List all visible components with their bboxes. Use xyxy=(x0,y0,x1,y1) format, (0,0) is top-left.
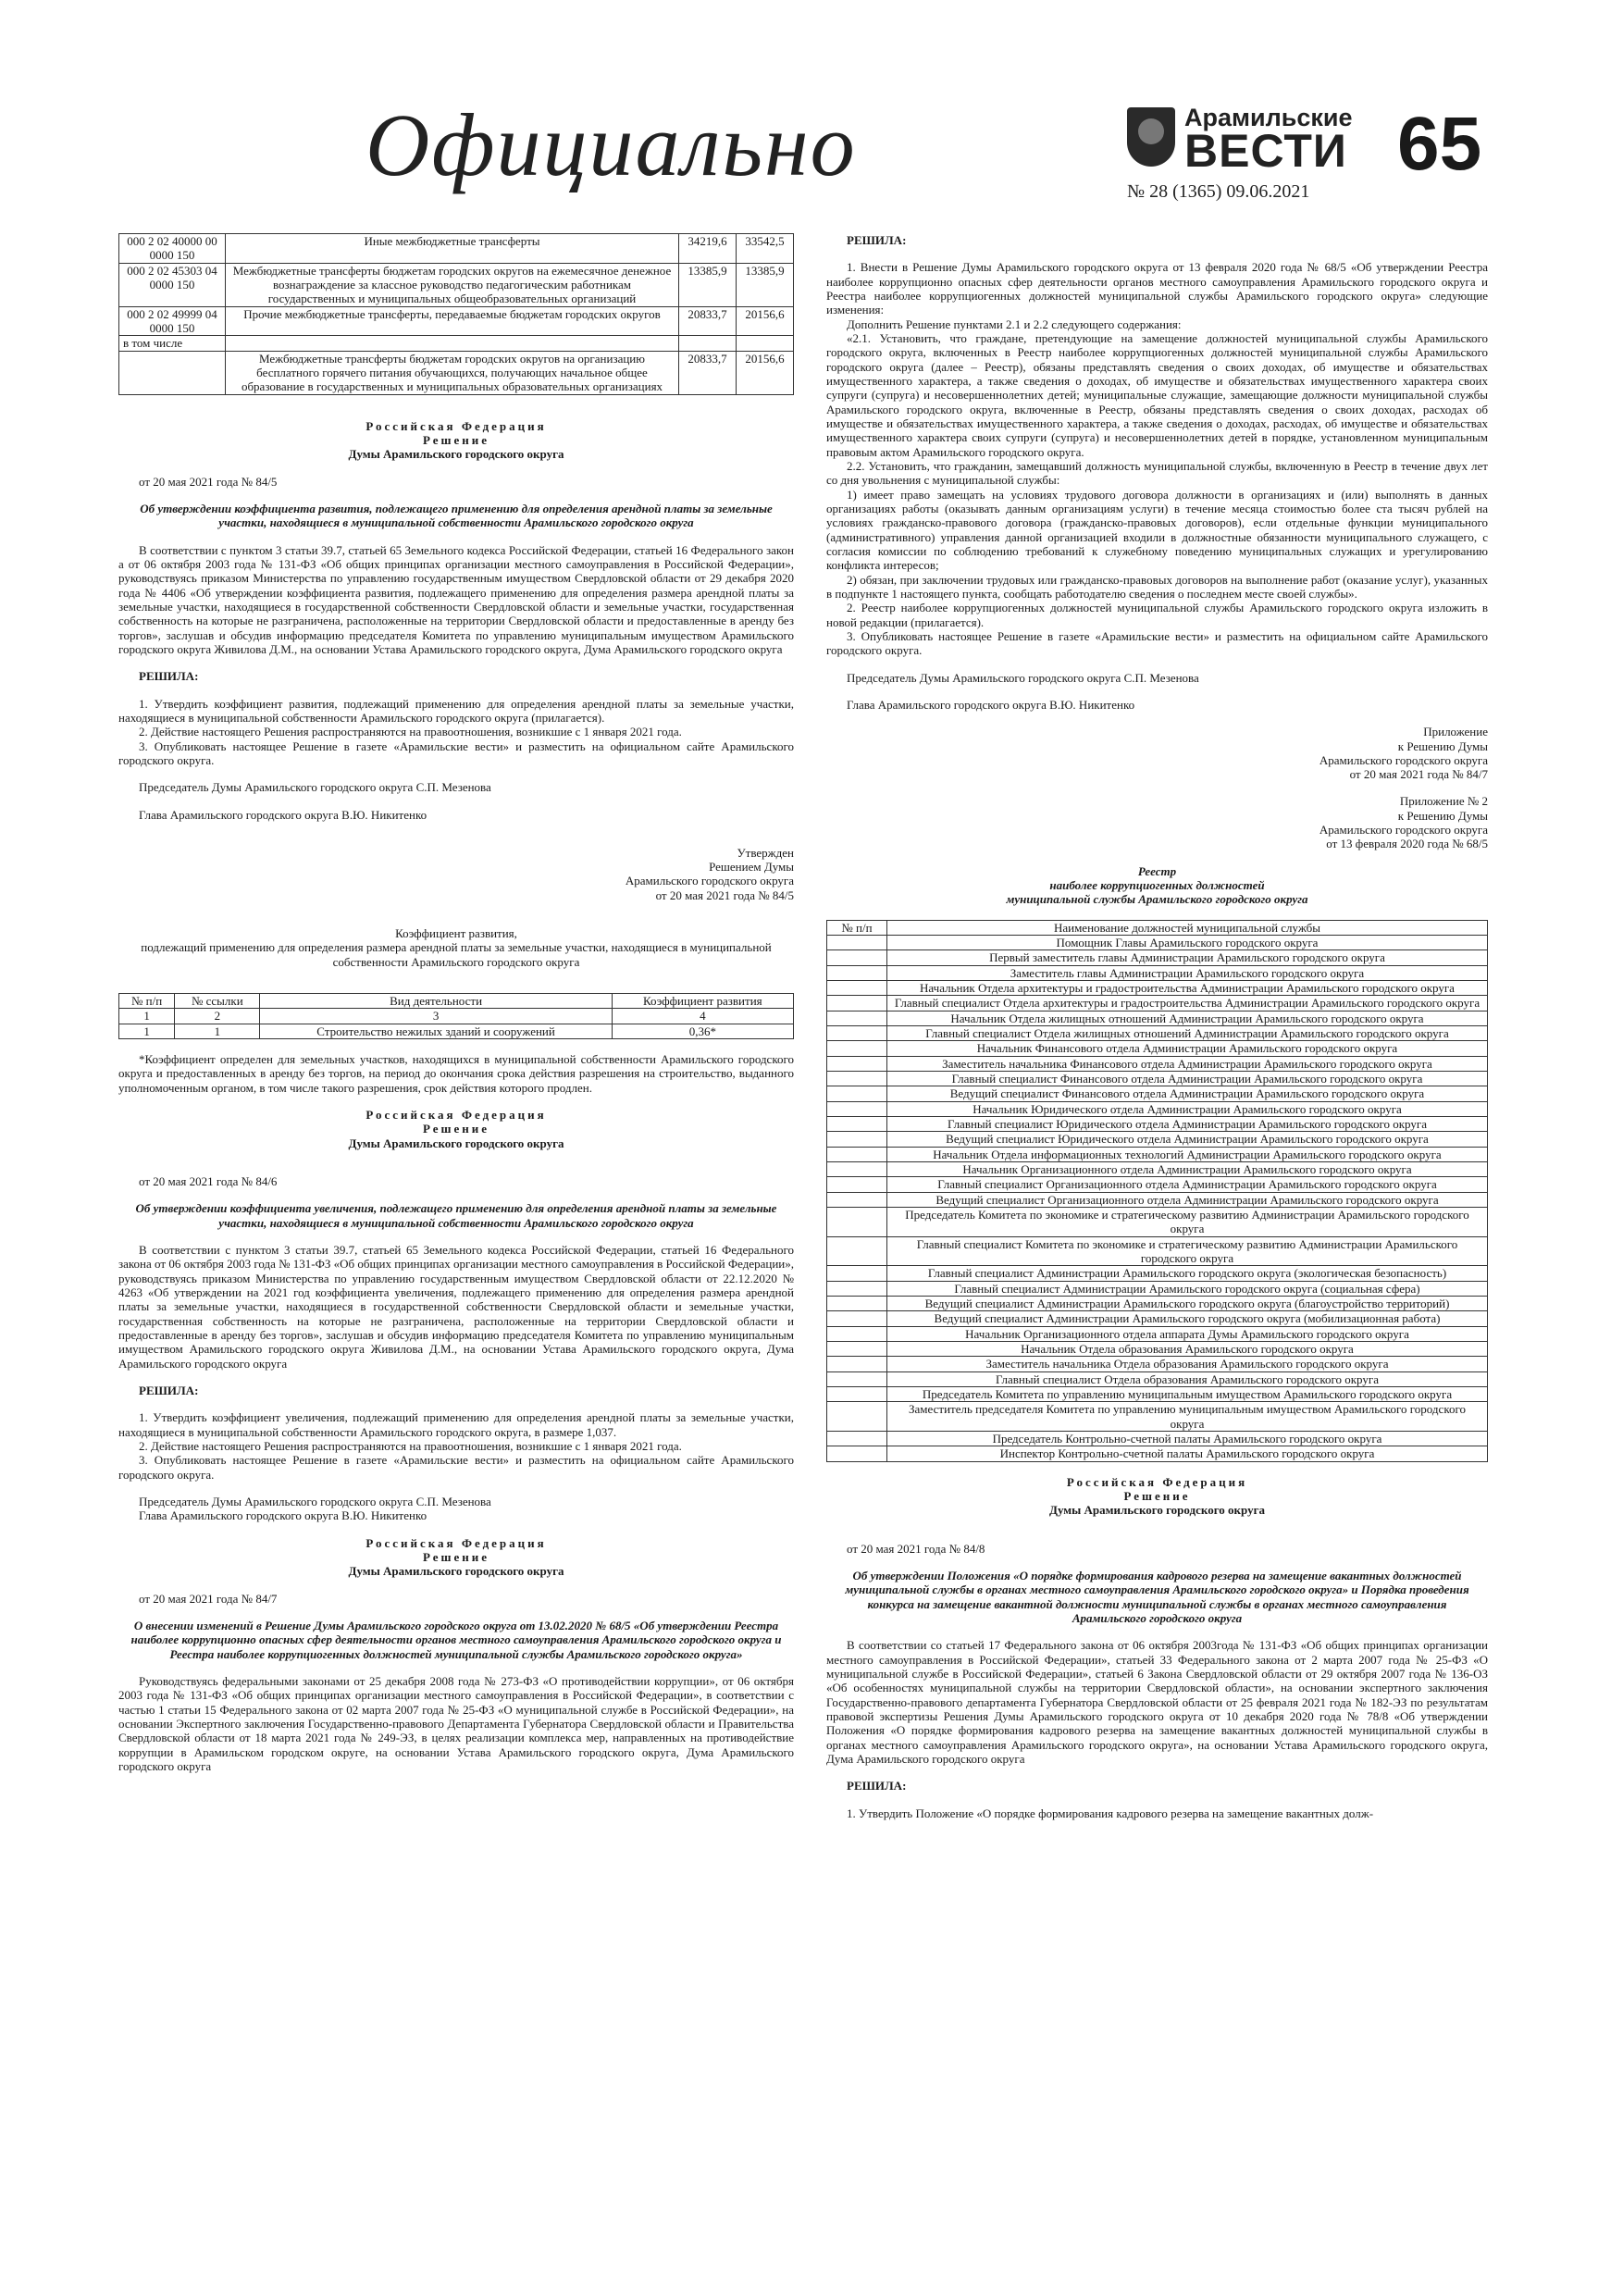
appendix-block xyxy=(826,794,1488,850)
issue-number: № 28 (1365) 09.06.2021 xyxy=(1127,181,1310,202)
table-row xyxy=(827,936,1488,950)
table-cell xyxy=(737,336,794,351)
table-cell: 20833,7 xyxy=(679,351,737,394)
table-row xyxy=(827,1208,1488,1237)
table-cell: Ведущий специалист Администрации Арамильского городского округа (благоустройство территорий) xyxy=(887,1296,1488,1310)
decision-item: 1. Внести в Решение Думы Арамильского городского округа от 13 февраля 2020 года № 68/5 «Об утверждении Реестра наиболее коррупционно опасных сфер деятельности органов местного самоуправления Арамильского городского округа и Реестра наиболее коррупциогенных должностей муниципальной службы Арамильского городского округа» следующие изменения: xyxy=(826,260,1488,317)
table-row xyxy=(827,1341,1488,1356)
table-cell: Начальник Организационного отдела аппарата Думы Арамильского городского округа xyxy=(887,1326,1488,1341)
logo-top-text: Арамильские xyxy=(1184,104,1353,131)
table-cell: Председатель Комитета по экономике и стратегическому развитию Администрации Арамильского городского округа xyxy=(887,1208,1488,1237)
table-header: № п/п xyxy=(119,994,175,1009)
appendix-line: от 13 февраля 2020 года № 68/5 xyxy=(1326,837,1488,851)
table-cell xyxy=(827,1326,887,1341)
table-cell xyxy=(827,1402,887,1432)
table-row xyxy=(827,1402,1488,1432)
table-cell xyxy=(827,1296,887,1310)
doc-heading-reshenie: Решение xyxy=(422,1122,490,1136)
table-row xyxy=(119,1009,794,1024)
table-cell: Начальник Финансового отдела Администрации Арамильского городского округа xyxy=(887,1041,1488,1056)
reshila-heading: РЕШИЛА: xyxy=(847,1779,907,1793)
doc-heading-rf: Российская Федерация xyxy=(365,1535,547,1550)
table-cell: Заместитель начальника Отдела образования Арамильского городского округа xyxy=(887,1357,1488,1371)
table-cell: Главный специалист Администрации Арамильского городского округа (социальная сфера) xyxy=(887,1281,1488,1296)
page-number: 65 xyxy=(1397,102,1482,186)
table-header: Вид деятельности xyxy=(260,994,612,1009)
decision-item: 1. Утвердить коэффициент развития, подлежащий применению для определения арендной платы за земельные участки, находящиеся в муниципальной собственности Арамильского городского округа (прилагается). xyxy=(118,696,794,725)
decision-item: Дополнить Решение пунктами 2.1 и 2.2 следующего содержания: xyxy=(847,316,1182,331)
table-row xyxy=(827,1446,1488,1461)
table-cell: Председатель Комитета по управлению муниципальным имуществом Арамильского городского округа xyxy=(887,1386,1488,1401)
coef-note: *Коэффициент определен для земельных участков, находящихся в муниципальной собственности Арамильского городского округа и предоставленных в аренду без торгов, на период до окончания срока действия разрешения на строительство, выданного уполномоченным органом, в том числе такого разрешения, срок действия которого продлен. xyxy=(118,1052,794,1095)
table-cell: Главный специалист Юридического отдела Администрации Арамильского городского округа xyxy=(887,1117,1488,1132)
registry-subtitle: муниципальной службы Арамильского городского округа xyxy=(1006,892,1308,907)
coat-of-arms-icon xyxy=(1127,107,1175,167)
table-cell xyxy=(827,1162,887,1177)
table-cell: 20156,6 xyxy=(737,351,794,394)
decision-date: от 20 мая 2021 года № 84/8 xyxy=(847,1541,985,1556)
coefficient-table xyxy=(118,993,794,1039)
chair-signature: Председатель Думы Арамильского городского округа С.П. Мезенова xyxy=(139,780,491,795)
table-row xyxy=(827,1296,1488,1310)
decision-body: Руководствуясь федеральными законами от 25 декабря 2008 года № 273-ФЗ «О противодействии коррупции», от 06 октября 2003 года № 131-ФЗ «Об общих принципах организации местного самоуправления в Российской Федерации», в соответствии с частью 1 статьи 15 Федерального закона от 02 марта 2007 года № 25-ФЗ «О муниципальной службе в Российской Федерации», на основании Экспертного заключения Государственно-правового Департамента Губернатора Свердловской области и Правительства Свердловской области от 18 марта 2021 года № 249-ЭЗ, в целях реализации комплекса мер, направленных на противодействие коррупции в Арамильском городском округе, на основании Устава Арамильского городского округа, Дума Арамильского городского округа xyxy=(118,1673,794,1773)
decision-item: 3. Опубликовать настоящее Решение в газете «Арамильские вести» и разместить на официальном сайте Арамильского городского округа. xyxy=(826,628,1488,658)
table-row xyxy=(827,1011,1488,1025)
decision-title: О внесении изменений в Решение Думы Арамильского городского округа от 13.02.2020 № 68/5 «Об утверждении Реестра наиболее коррупционно опасных сфер деятельности органов местного самоуправления Арамильского городского округа и Реестра наиболее коррупциогенных должностей муниципальной службы Арамильского городского округа» xyxy=(130,1618,782,1661)
table-row xyxy=(827,1026,1488,1041)
decision-date: от 20 мая 2021 года № 84/5 xyxy=(139,474,278,489)
table-cell xyxy=(827,1101,887,1116)
appendix-line: Приложение № 2 xyxy=(1399,794,1488,809)
coef-title: Коэффициент развития, xyxy=(395,926,517,941)
decision-title: Об утверждении коэффициента увеличения, подлежащего применению для определения арендной платы за земельные участки, находящиеся в муниципальной собственности Арамильского городского округа xyxy=(135,1201,777,1230)
table-cell: Главный специалист Комитета по экономике и стратегическому развитию Администрации Арамильского городского округа xyxy=(887,1236,1488,1266)
table-row xyxy=(827,965,1488,980)
approval-line: Решением Думы xyxy=(709,860,794,875)
table-row xyxy=(827,1147,1488,1161)
table-cell: Начальник Юридического отдела Администрации Арамильского городского округа xyxy=(887,1101,1488,1116)
table-cell: Ведущий специалист Организационного отдела Администрации Арамильского городского округа xyxy=(887,1192,1488,1207)
table-header: № п/п xyxy=(827,920,887,935)
table-cell: 4 xyxy=(612,1009,793,1024)
doc-heading-rf: Российская Федерация xyxy=(365,418,547,433)
doc-heading-reshenie: Решение xyxy=(422,432,490,447)
table-row xyxy=(119,351,794,394)
newspaper-logo xyxy=(1127,104,1353,177)
reshila-heading: РЕШИЛА: xyxy=(139,669,199,684)
table-row xyxy=(119,336,794,351)
doc-heading-duma: Думы Арамильского городского округа xyxy=(348,1564,564,1579)
table-cell xyxy=(827,1072,887,1086)
table-cell xyxy=(679,336,737,351)
table-cell: 2 xyxy=(175,1009,260,1024)
table-row xyxy=(827,1132,1488,1147)
table-cell: Прочие межбюджетные трансферты, передаваемые бюджетам городских округов xyxy=(226,306,679,336)
head-signature: Глава Арамильского городского округа В.Ю. Никитенко xyxy=(139,807,427,822)
table-cell xyxy=(827,1117,887,1132)
table-cell xyxy=(827,1431,887,1446)
table-row xyxy=(119,306,794,336)
table-row xyxy=(827,1101,1488,1116)
doc-heading-rf: Российская Федерация xyxy=(1066,1474,1248,1489)
table-cell: 20156,6 xyxy=(737,306,794,336)
reshila-heading: РЕШИЛА: xyxy=(139,1384,199,1398)
reshila-heading: РЕШИЛА: xyxy=(847,233,907,247)
table-cell: Главный специалист Отдела образования Арамильского городского округа xyxy=(887,1371,1488,1386)
table-cell: Помощник Главы Арамильского городского округа xyxy=(887,936,1488,950)
table-cell: Заместитель начальника Финансового отдела Администрации Арамильского городского округа xyxy=(887,1056,1488,1071)
table-cell: 13385,9 xyxy=(737,263,794,306)
left-column xyxy=(118,233,794,1773)
table-row xyxy=(827,996,1488,1011)
table-row xyxy=(827,1192,1488,1207)
table-cell: 3 xyxy=(260,1009,612,1024)
approval-block xyxy=(118,846,794,902)
table-cell: Начальник Отдела архитектуры и градостроительства Администрации Арамильского городского округа xyxy=(887,981,1488,996)
approval-line: Утвержден xyxy=(737,845,794,860)
decision-item: 3. Опубликовать настоящее Решение в газете «Арамильские вести» и разместить на официальном сайте Арамильского городского округа. xyxy=(118,738,794,767)
appendix-line: Арамильского городского округа xyxy=(1319,752,1488,767)
table-cell: 000 2 02 49999 04 0000 150 xyxy=(119,306,226,336)
table-row xyxy=(827,1177,1488,1192)
table-cell: Начальник Отдела образования Арамильского городского округа xyxy=(887,1341,1488,1356)
table-row xyxy=(827,1266,1488,1281)
table-cell xyxy=(827,950,887,965)
table-cell xyxy=(827,1011,887,1025)
table-cell: 0,36* xyxy=(612,1024,793,1038)
table-cell xyxy=(827,1147,887,1161)
doc-heading-reshenie: Решение xyxy=(1123,1488,1191,1503)
table-row xyxy=(827,1086,1488,1101)
table-cell: 34219,6 xyxy=(679,234,737,264)
table-cell xyxy=(827,965,887,980)
coef-subtitle: подлежащий применению для определения размера арендной платы за земельные участки, находящиеся в муниципальной собственности Арамильского городского округа xyxy=(141,940,772,969)
section-title: Официально xyxy=(365,95,857,194)
table-cell xyxy=(827,1236,887,1266)
table-header: Коэффициент развития xyxy=(612,994,793,1009)
table-cell: Инспектор Контрольно-счетной палаты Арамильского городского округа xyxy=(887,1446,1488,1461)
table-cell xyxy=(827,1341,887,1356)
table-cell: Ведущий специалист Администрации Арамильского городского округа (мобилизационная работа) xyxy=(887,1311,1488,1326)
chair-signature: Председатель Думы Арамильского городского округа С.П. Мезенова xyxy=(847,670,1199,685)
table-cell: Главный специалист Финансового отдела Администрации Арамильского городского округа xyxy=(887,1072,1488,1086)
table-cell: 1 xyxy=(119,1024,175,1038)
doc-heading-duma: Думы Арамильского городского округа xyxy=(1049,1503,1265,1518)
doc-heading-rf: Российская Федерация xyxy=(365,1108,547,1123)
doc-heading-duma: Думы Арамильского городского округа xyxy=(348,1136,564,1150)
table-row xyxy=(827,1357,1488,1371)
table-cell xyxy=(827,1266,887,1281)
table-row xyxy=(827,1326,1488,1341)
table-cell: Главный специалист Администрации Арамильского городского округа (экологическая безопасность) xyxy=(887,1266,1488,1281)
table-cell: Заместитель главы Администрации Арамильского городского округа xyxy=(887,965,1488,980)
table-cell xyxy=(827,1311,887,1326)
table-cell xyxy=(827,1041,887,1056)
decision-item: 1. Утвердить Положение «О порядке формирования кадрового резерва на замещение вакантных долж- xyxy=(847,1806,1374,1820)
decision-item: 3. Опубликовать настоящее Решение в газете «Арамильские вести» и разместить на официальном сайте Арамильского городского округа. xyxy=(118,1453,794,1482)
table-cell xyxy=(827,1371,887,1386)
table-row xyxy=(119,234,794,264)
table-row xyxy=(827,1236,1488,1266)
table-cell: Ведущий специалист Финансового отдела Администрации Арамильского городского округа xyxy=(887,1086,1488,1101)
decision-body: В соответствии с пунктом 3 статьи 39.7, статьей 65 Земельного кодекса Российской Федерации, статьей 16 Федерального закона от 06 октября 2003 года № 131-ФЗ «Об общих принципах организации местного самоуправления в Российской Федерации», руководствуясь приказом Министерства по управлению государственным имуществом Свердловской области от 22.12.2020 № 4263 «Об утверждении на 2021 год коэффициента увеличения, подлежащего применению для определения размера арендной платы за земельные участки, находящиеся в государственной собственности Свердловской области и земельные участки, государственная собственность на которые не разграничена, расположенные на территории Свердловской области и предоставленные в аренду без торгов», заслушав и обсудив информацию председателя Комитета по управлению муниципальным имуществом Арамильского городского округа Живилова Д.М., на основании Устава Арамильского городского округа, Дума Арамильского городского округа xyxy=(118,1243,794,1371)
decision-date: от 20 мая 2021 года № 84/6 xyxy=(139,1174,278,1189)
table-cell xyxy=(827,1386,887,1401)
approval-line: от 20 мая 2021 года № 84/5 xyxy=(655,887,794,902)
appendix-line: к Решению Думы xyxy=(1397,808,1488,823)
table-row xyxy=(827,1431,1488,1446)
doc-heading-duma: Думы Арамильского городского округа xyxy=(348,447,564,462)
registry-title: Реестр xyxy=(1137,863,1177,878)
decision-date: от 20 мая 2021 года № 84/7 xyxy=(139,1591,278,1606)
table-row xyxy=(827,1386,1488,1401)
doc-heading-reshenie: Решение xyxy=(422,1549,490,1564)
table-row xyxy=(119,994,794,1009)
table-cell: 33542,5 xyxy=(737,234,794,264)
table-row xyxy=(827,950,1488,965)
chair-signature: Председатель Думы Арамильского городского округа С.П. Мезенова xyxy=(139,1494,491,1508)
decision-item: 2. Реестр наиболее коррупциогенных должностей муниципальной службы Арамильского городского округа изложить в новой редакции (прилагается). xyxy=(826,601,1488,629)
appendix-block xyxy=(826,725,1488,781)
table-cell xyxy=(827,1281,887,1296)
table-row xyxy=(827,1162,1488,1177)
table-cell xyxy=(827,1132,887,1147)
table-cell xyxy=(827,1208,887,1237)
table-cell xyxy=(827,1357,887,1371)
table-cell xyxy=(827,1056,887,1071)
table-cell: Начальник Отдела жилищных отношений Администрации Арамильского городского округа xyxy=(887,1011,1488,1025)
head-signature: Глава Арамильского городского округа В.Ю. Никитенко xyxy=(139,1508,427,1523)
table-cell xyxy=(827,1446,887,1461)
table-row xyxy=(827,981,1488,996)
decision-item: 2. Действие настоящего Решения распространяются на правоотношения, возникшие с 1 января 2021 года. xyxy=(139,725,682,739)
decision-title: Об утверждении Положения «О порядке формирования кадрового резерва на замещение вакантных должностей муниципальной службы в органах местного самоуправления Арамильского городского округа» и Порядка проведения конкурса на замещение вакантной должности муниципальной службы в органах местного самоуправления Арамильского городского округа xyxy=(845,1568,1469,1625)
table-row xyxy=(827,1371,1488,1386)
table-cell: Ведущий специалист Юридического отдела Администрации Арамильского городского округа xyxy=(887,1132,1488,1147)
table-row xyxy=(827,920,1488,935)
table-cell xyxy=(827,1086,887,1101)
table-cell: 1 xyxy=(175,1024,260,1038)
right-column xyxy=(826,233,1488,1820)
table-cell: Главный специалист Отдела архитектуры и градостроительства Администрации Арамильского городского округа xyxy=(887,996,1488,1011)
table-cell xyxy=(827,981,887,996)
table-row xyxy=(119,263,794,306)
decision-item: 2) обязан, при заключении трудовых или гражданско-правовых договоров на выполнение работ (оказание услуг), указанных в подпункте 1 настоящего пункта, сообщать работодателю сведения о последнем месте своей службы». xyxy=(826,572,1488,601)
table-row xyxy=(827,1056,1488,1071)
table-cell xyxy=(827,996,887,1011)
table-cell xyxy=(119,351,226,394)
table-cell: Межбюджетные трансферты бюджетам городских округов на организацию бесплатного горячего питания обучающихся, получающих начальное общее образование в государственных и муниципальных образовательных организациях xyxy=(226,351,679,394)
head-signature: Глава Арамильского городского округа В.Ю. Никитенко xyxy=(847,697,1135,712)
table-cell xyxy=(827,936,887,950)
decision-item: «2.1. Установить, что граждане, претендующие на замещение должностей муниципальной службы Арамильского городского округа, включенных в Реестр наиболее коррупциогенных должностей муниципальной службы Арамильского городского округа (далее – Реестр), обязаны представлять сведения о своих доходах, об имуществе и обязательствах имущественного характера, а также сведения о доходах, об имуществе и обязательствах имущественного характера своих супруги (супруга) и несовершеннолетних детей; муниципальные служащие, замещающие должности муниципальной службы Арамильского городского округа, включенные в Реестр, обязаны представлять сведения о своих доходах, расходах об имуществе и обязательствах имущественного характера, а также сведения о доходах, расходах, об имуществе и обязательствах имущественного характера своих супруги (супруга) и несовершеннолетних детей в порядке, установленном муниципальным правовым актом Арамильского городского округа. xyxy=(826,330,1488,459)
table-cell: Межбюджетные трансферты бюджетам городских округов на ежемесячное денежное вознаграждение за классное руководство педагогическим работникам государственных и муниципальных общеобразовательных организаций xyxy=(226,263,679,306)
table-cell: в том числе xyxy=(119,336,226,351)
table-header: Наименование должностей муниципальной службы xyxy=(887,920,1488,935)
logo-main-text: ВЕСТИ xyxy=(1184,125,1347,177)
table-row xyxy=(827,1041,1488,1056)
table-cell: 1 xyxy=(119,1009,175,1024)
table-cell: Главный специалист Отдела жилищных отношений Администрации Арамильского городского округа xyxy=(887,1026,1488,1041)
appendix-line: от 20 мая 2021 года № 84/7 xyxy=(1349,767,1488,782)
decision-item: 1. Утвердить коэффициент увеличения, подлежащий применению для определения арендной платы за земельные участки, находящиеся в муниципальной собственности Арамильского городского округа, в размере 1,037. xyxy=(118,1410,794,1439)
table-cell: 20833,7 xyxy=(679,306,737,336)
table-cell xyxy=(827,1177,887,1192)
table-cell: Первый заместитель главы Администрации Арамильского городского округа xyxy=(887,950,1488,965)
decision-title: Об утверждении коэффициента развития, подлежащего применению для определения арендной платы за земельные участки, находящиеся в муниципальной собственности Арамильского городского округа xyxy=(140,501,773,530)
approval-line: Арамильского городского округа xyxy=(625,874,794,888)
table-cell: Строительство нежилых зданий и сооружений xyxy=(260,1024,612,1038)
table-cell: 000 2 02 45303 04 0000 150 xyxy=(119,263,226,306)
table-header: № ссылки xyxy=(175,994,260,1009)
table-cell: 13385,9 xyxy=(679,263,737,306)
table-cell xyxy=(827,1026,887,1041)
appendix-line: к Решению Думы xyxy=(1397,738,1488,753)
table-row xyxy=(827,1072,1488,1086)
decision-item: 1) имеет право замещать на условиях трудового договора должности в организациях и (или) выполнять в данных организациях работы (оказывать данным организациям услуги) в течение месяца стоимостью более ста тысяч рублей на условиях гражданско-правового договора (гражданско-правовых договоров), если отдельные функции муниципального (административного) управления данной организацией входили в должностные обязанности муниципального служащего, с согласия комиссии по соблюдению требований к служебному поведению муниципальных служащих и урегулированию конфликта интересов; xyxy=(826,487,1488,573)
appendix-line: Арамильского городского округа xyxy=(1319,823,1488,838)
budget-table xyxy=(118,233,794,395)
table-cell: Главный специалист Организационного отдела Администрации Арамильского городского округа xyxy=(887,1177,1488,1192)
decision-body: В соответствии со статьей 17 Федерального закона от 06 октября 2003года № 131-ФЗ «Об общих принципах организации местного самоуправления в Российской Федерации», статьей 33 Федерального закона от 2 марта 2007 года № 25-ФЗ «О муниципальной службе в Российской Федерации», статьей 6 Закона Свердловской области от 29 октября 2007 года № 136-ОЗ «Об особенностях муниципальной службы на территории Свердловской области», на основании экспертного заключения Государственно-правового департамента Губернатора Свердловской области от 25 февраля 2021 года № 182-ЭЗ по результатам правовой экспертизы Решения Думы Арамильского городского округа от 10 декабря 2020 года № 78/8 «Об утверждении Положения «О порядке формирования кадрового резерва на замещение вакантных должностей муниципальной службы в органах местного самоуправления Арамильского городского округа», на основании Устава Арамильского городского округа, Дума Арамильского городского округа xyxy=(826,1638,1488,1766)
table-row xyxy=(119,1024,794,1038)
decision-item: 2.2. Установить, что гражданин, замещавший должность муниципальной службы, включенную в Реестр в течение двух лет со дня увольнения с муниципальной службы: xyxy=(826,458,1488,488)
registry-subtitle: наиболее коррупциогенных должностей xyxy=(1049,878,1265,893)
page-header xyxy=(0,0,1623,236)
table-cell: Председатель Контрольно-счетной палаты Арамильского городского округа xyxy=(887,1431,1488,1446)
registry-table xyxy=(826,920,1488,1462)
table-cell: Заместитель председателя Комитета по управлению муниципальным имуществом Арамильского городского округа xyxy=(887,1402,1488,1432)
table-cell xyxy=(827,1192,887,1207)
appendix-line: Приложение xyxy=(1423,725,1488,739)
table-cell xyxy=(226,336,679,351)
table-cell: 000 2 02 40000 00 0000 150 xyxy=(119,234,226,264)
table-row xyxy=(827,1281,1488,1296)
decision-item: 2. Действие настоящего Решения распространяются на правоотношения, возникшие с 1 января 2021 года. xyxy=(139,1439,682,1453)
table-cell: Начальник Организационного отдела Администрации Арамильского городского округа xyxy=(887,1162,1488,1177)
table-cell: Начальник Отдела информационных технологий Администрации Арамильского городского округа xyxy=(887,1147,1488,1161)
table-cell: Иные межбюджетные трансферты xyxy=(226,234,679,264)
table-row xyxy=(827,1311,1488,1326)
table-row xyxy=(827,1117,1488,1132)
decision-body: В соответствии с пунктом 3 статьи 39.7, статьей 65 Земельного кодекса Российской Федерации, статьей 16 Федерального закон а от 06 октября 2003 года № 131-ФЗ «Об общих принципах организации местного самоуправления в Российской Федерации», руководствуясь приказом Министерства по управлению государственным имуществом Свердловской области от 29 декабря 2020 года № 4406 «Об утверждении коэффициента развития, подлежащего применению для определения размера арендной платы за земельные участки, находящиеся в государственной собственности Свердловской области и земельные участки, государственная собственность на которые не разграничена, расположенные на территории Свердловской области и предоставленные в аренду без торгов», заслушав и обсудив информацию председателя Комитета по управлению муниципальным имуществом Арамильского городского округа Живилова Д.М., на основании Устава Арамильского городского округа, Дума Арамильского городского округа xyxy=(118,542,794,656)
